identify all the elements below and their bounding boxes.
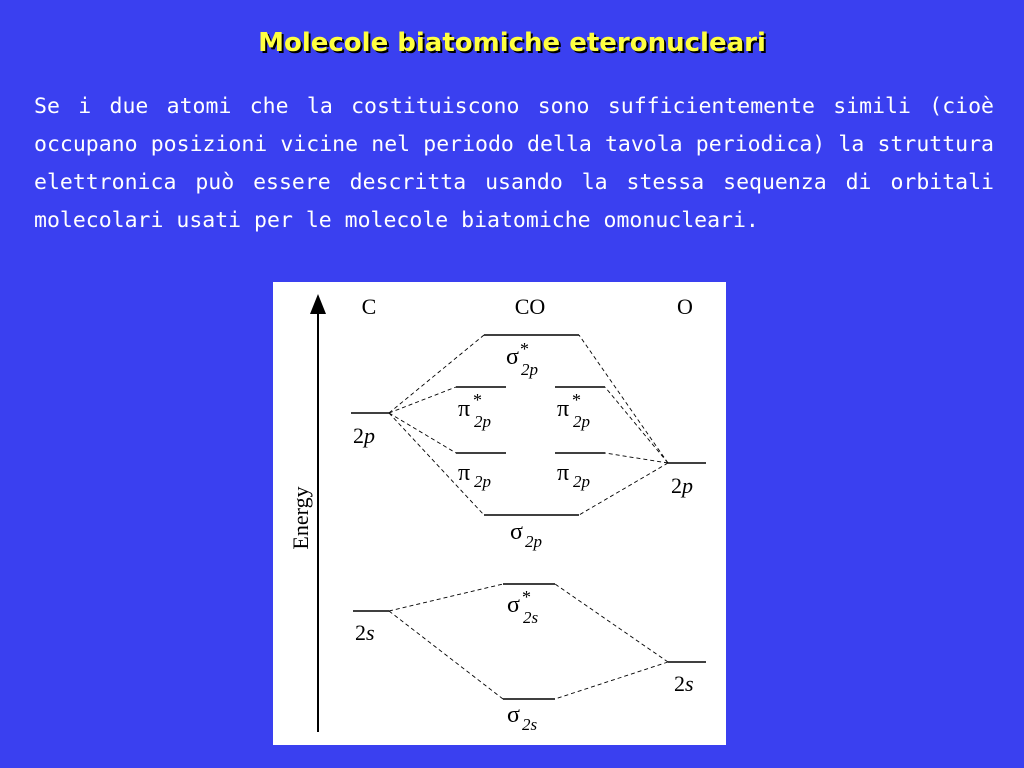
- label-pi-2p-a: [458, 460, 491, 491]
- corr-c2s-sigma2s: [389, 611, 503, 699]
- svg-text:2p: 2p: [525, 532, 542, 551]
- energy-axis-label: Energy: [288, 486, 313, 550]
- label-pi-2p-star-a: [458, 390, 491, 431]
- label-pi-2p-b: [557, 460, 590, 491]
- svg-text:σ: σ: [506, 344, 519, 370]
- label-sigma-2p-star: [506, 339, 538, 379]
- corr-c2p-pi2p: [389, 413, 456, 453]
- mo-diagram-figure: [273, 282, 726, 745]
- header-co: CO: [514, 294, 546, 319]
- svg-text:2p: 2p: [474, 472, 491, 491]
- label-sigma-2s-star: [507, 587, 539, 627]
- corr-o2p-pi2p: [605, 453, 668, 463]
- svg-text:*: *: [473, 390, 482, 410]
- svg-text:2p: 2p: [573, 472, 590, 491]
- label-sigma-2p: [510, 519, 542, 551]
- header-carbon: C: [361, 294, 377, 319]
- svg-text:2p: 2p: [474, 412, 491, 431]
- slide-title: Molecole biatomiche eteronucleari: [258, 28, 766, 58]
- label-o-2s: 2s: [674, 671, 694, 696]
- svg-text:σ: σ: [507, 702, 520, 728]
- correlation-lines: [389, 335, 668, 699]
- corr-o2p-sigma2p: [579, 463, 668, 515]
- label-c-2s: 2s: [355, 620, 375, 645]
- svg-text:2s: 2s: [522, 715, 538, 734]
- svg-text:2p: 2p: [521, 360, 538, 379]
- svg-text:π: π: [458, 460, 471, 486]
- corr-o2s-sigma2sstar: [555, 584, 668, 662]
- energy-levels: [351, 335, 706, 699]
- corr-c2p-pi2pstar: [389, 387, 456, 413]
- corr-o2p-sigma2pstar: [579, 335, 668, 463]
- slide-paragraph: Se i due atomi che la costituiscono sono sufficientemente simili (cioè occupano posizioni vicine nel periodo della tavola periodica) la struttura elettronica può essere descritta usando la stessa sequenza di orbitali molecolari usati per le molecole biatomiche omonucleari.: [34, 94, 994, 233]
- label-o-2p: 2p: [671, 473, 693, 498]
- mo-diagram: [273, 282, 726, 745]
- svg-text:*: *: [572, 390, 581, 410]
- header-oxygen: O: [677, 294, 693, 319]
- svg-text:π: π: [458, 396, 471, 422]
- svg-text:π: π: [557, 396, 570, 422]
- label-pi-2p-star-b: [557, 390, 590, 431]
- corr-c2s-sigma2sstar: [389, 584, 503, 611]
- label-c-2p: 2p: [353, 423, 375, 448]
- svg-text:2s: 2s: [523, 608, 539, 627]
- label-sigma-2s: [507, 702, 538, 734]
- corr-o2p-pi2pstar: [605, 387, 668, 463]
- svg-text:σ: σ: [510, 519, 523, 545]
- svg-text:2p: 2p: [573, 412, 590, 431]
- svg-text:*: *: [522, 587, 531, 607]
- svg-text:π: π: [557, 460, 570, 486]
- corr-o2s-sigma2s: [555, 662, 668, 699]
- svg-text:*: *: [520, 339, 529, 359]
- svg-text:σ: σ: [507, 592, 520, 618]
